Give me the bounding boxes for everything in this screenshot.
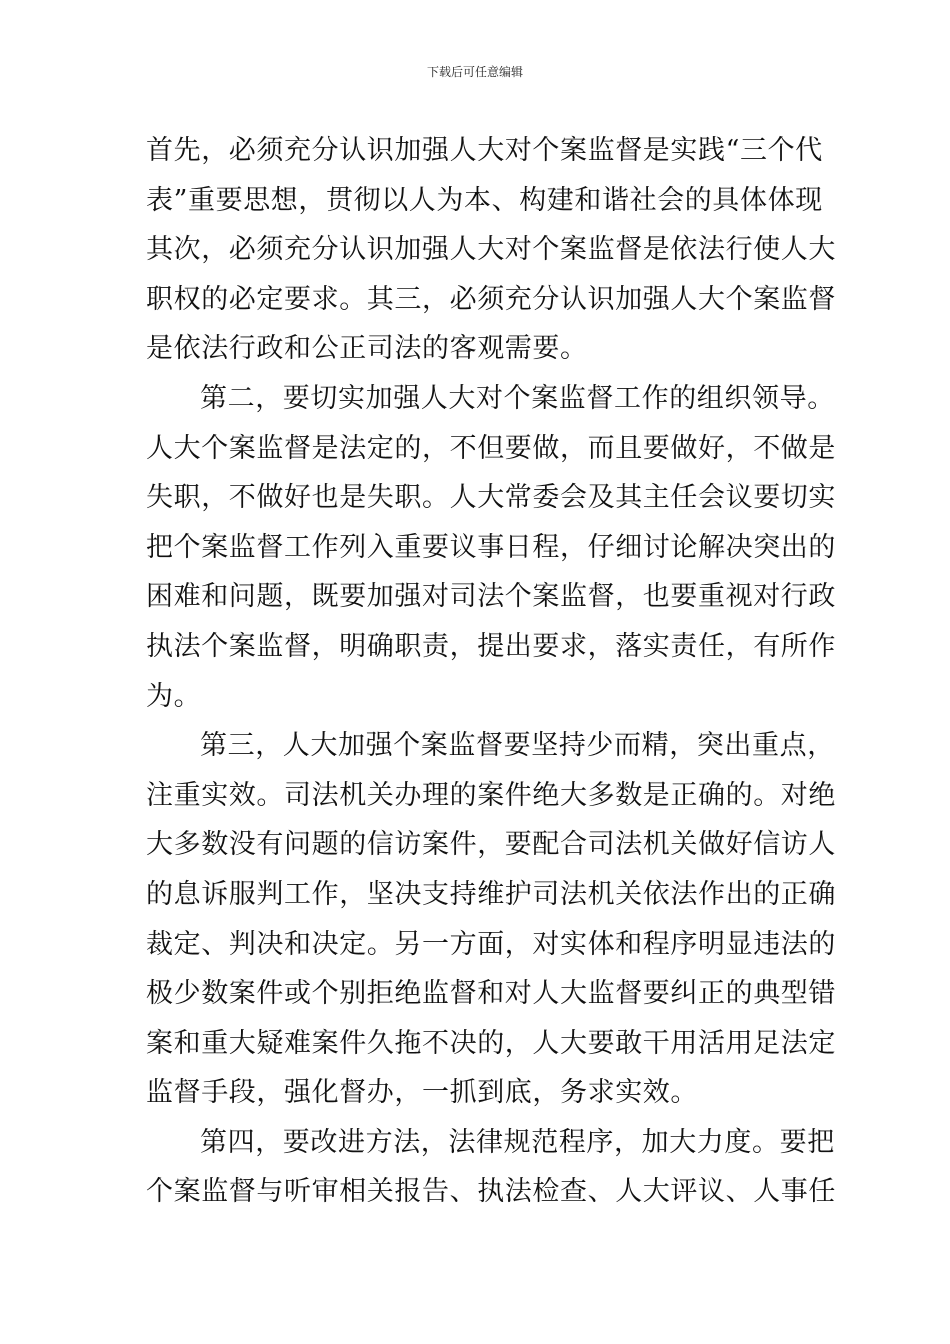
document-body	[146, 126, 836, 1217]
page-header: 下载后可任意编辑	[426, 65, 523, 79]
text-line: 首先，必须充分认识加强人大对个案监督是实践“三个代	[146, 135, 823, 166]
text-line: 个案监督与听审相关报告、执法检查、人大评议、人事任	[146, 1176, 836, 1208]
paragraph-start-line: 第三，人大加强个案监督要坚持少而精，突出重点，	[200, 730, 835, 762]
text-line: 是依法行政和公正司法的客观需要。	[146, 333, 588, 365]
text-line: 困难和问题，既要加强对司法个案监督，也要重视对行政	[146, 581, 836, 613]
text-line: 监督手段，强化督办，一抓到底，务求实效。	[146, 1077, 698, 1109]
text-line: 为。	[146, 680, 202, 712]
paragraph-start-line: 第二，要切实加强人大对个案监督工作的组织领导。	[200, 382, 835, 414]
text-line: 裁定、判决和决定。另一方面，对实体和程序明显违法的	[146, 928, 836, 960]
text-line: 的息诉服判工作，坚决支持维护司法机关依法作出的正确	[146, 878, 836, 910]
text-line: 表”重要思想，贯彻以人为本、构建和谐社会的具体体现	[146, 184, 823, 216]
text-line: 职权的必定要求。其三，必须充分认识加强人大个案监督	[146, 283, 836, 315]
text-line: 注重实效。司法机关办理的案件绝大多数是正确的。对绝	[146, 779, 836, 811]
text-line: 失职，不做好也是失职。人大常委会及其主任会议要切实	[146, 482, 836, 514]
text-line: 极少数案件或个别拒绝监督和对人大监督要纠正的典型错	[146, 978, 836, 1010]
text-line: 执法个案监督，明确职责，提出要求，落实责任，有所作	[146, 630, 836, 662]
text-line: 把个案监督工作列入重要议事日程，仔细讨论解决突出的	[146, 531, 836, 563]
text-line: 人大个案监督是法定的，不但要做，而且要做好，不做是	[146, 432, 836, 464]
text-line: 大多数没有问题的信访案件，要配合司法机关做好信访人	[146, 829, 836, 861]
text-line: 案和重大疑难案件久拖不决的，人大要敢干用活用足法定	[146, 1027, 836, 1059]
text-line: 其次，必须充分认识加强人大对个案监督是依法行使人大	[146, 234, 836, 266]
paragraph-start-line: 第四，要改进方法，法律规范程序，加大力度。要把	[200, 1126, 835, 1158]
